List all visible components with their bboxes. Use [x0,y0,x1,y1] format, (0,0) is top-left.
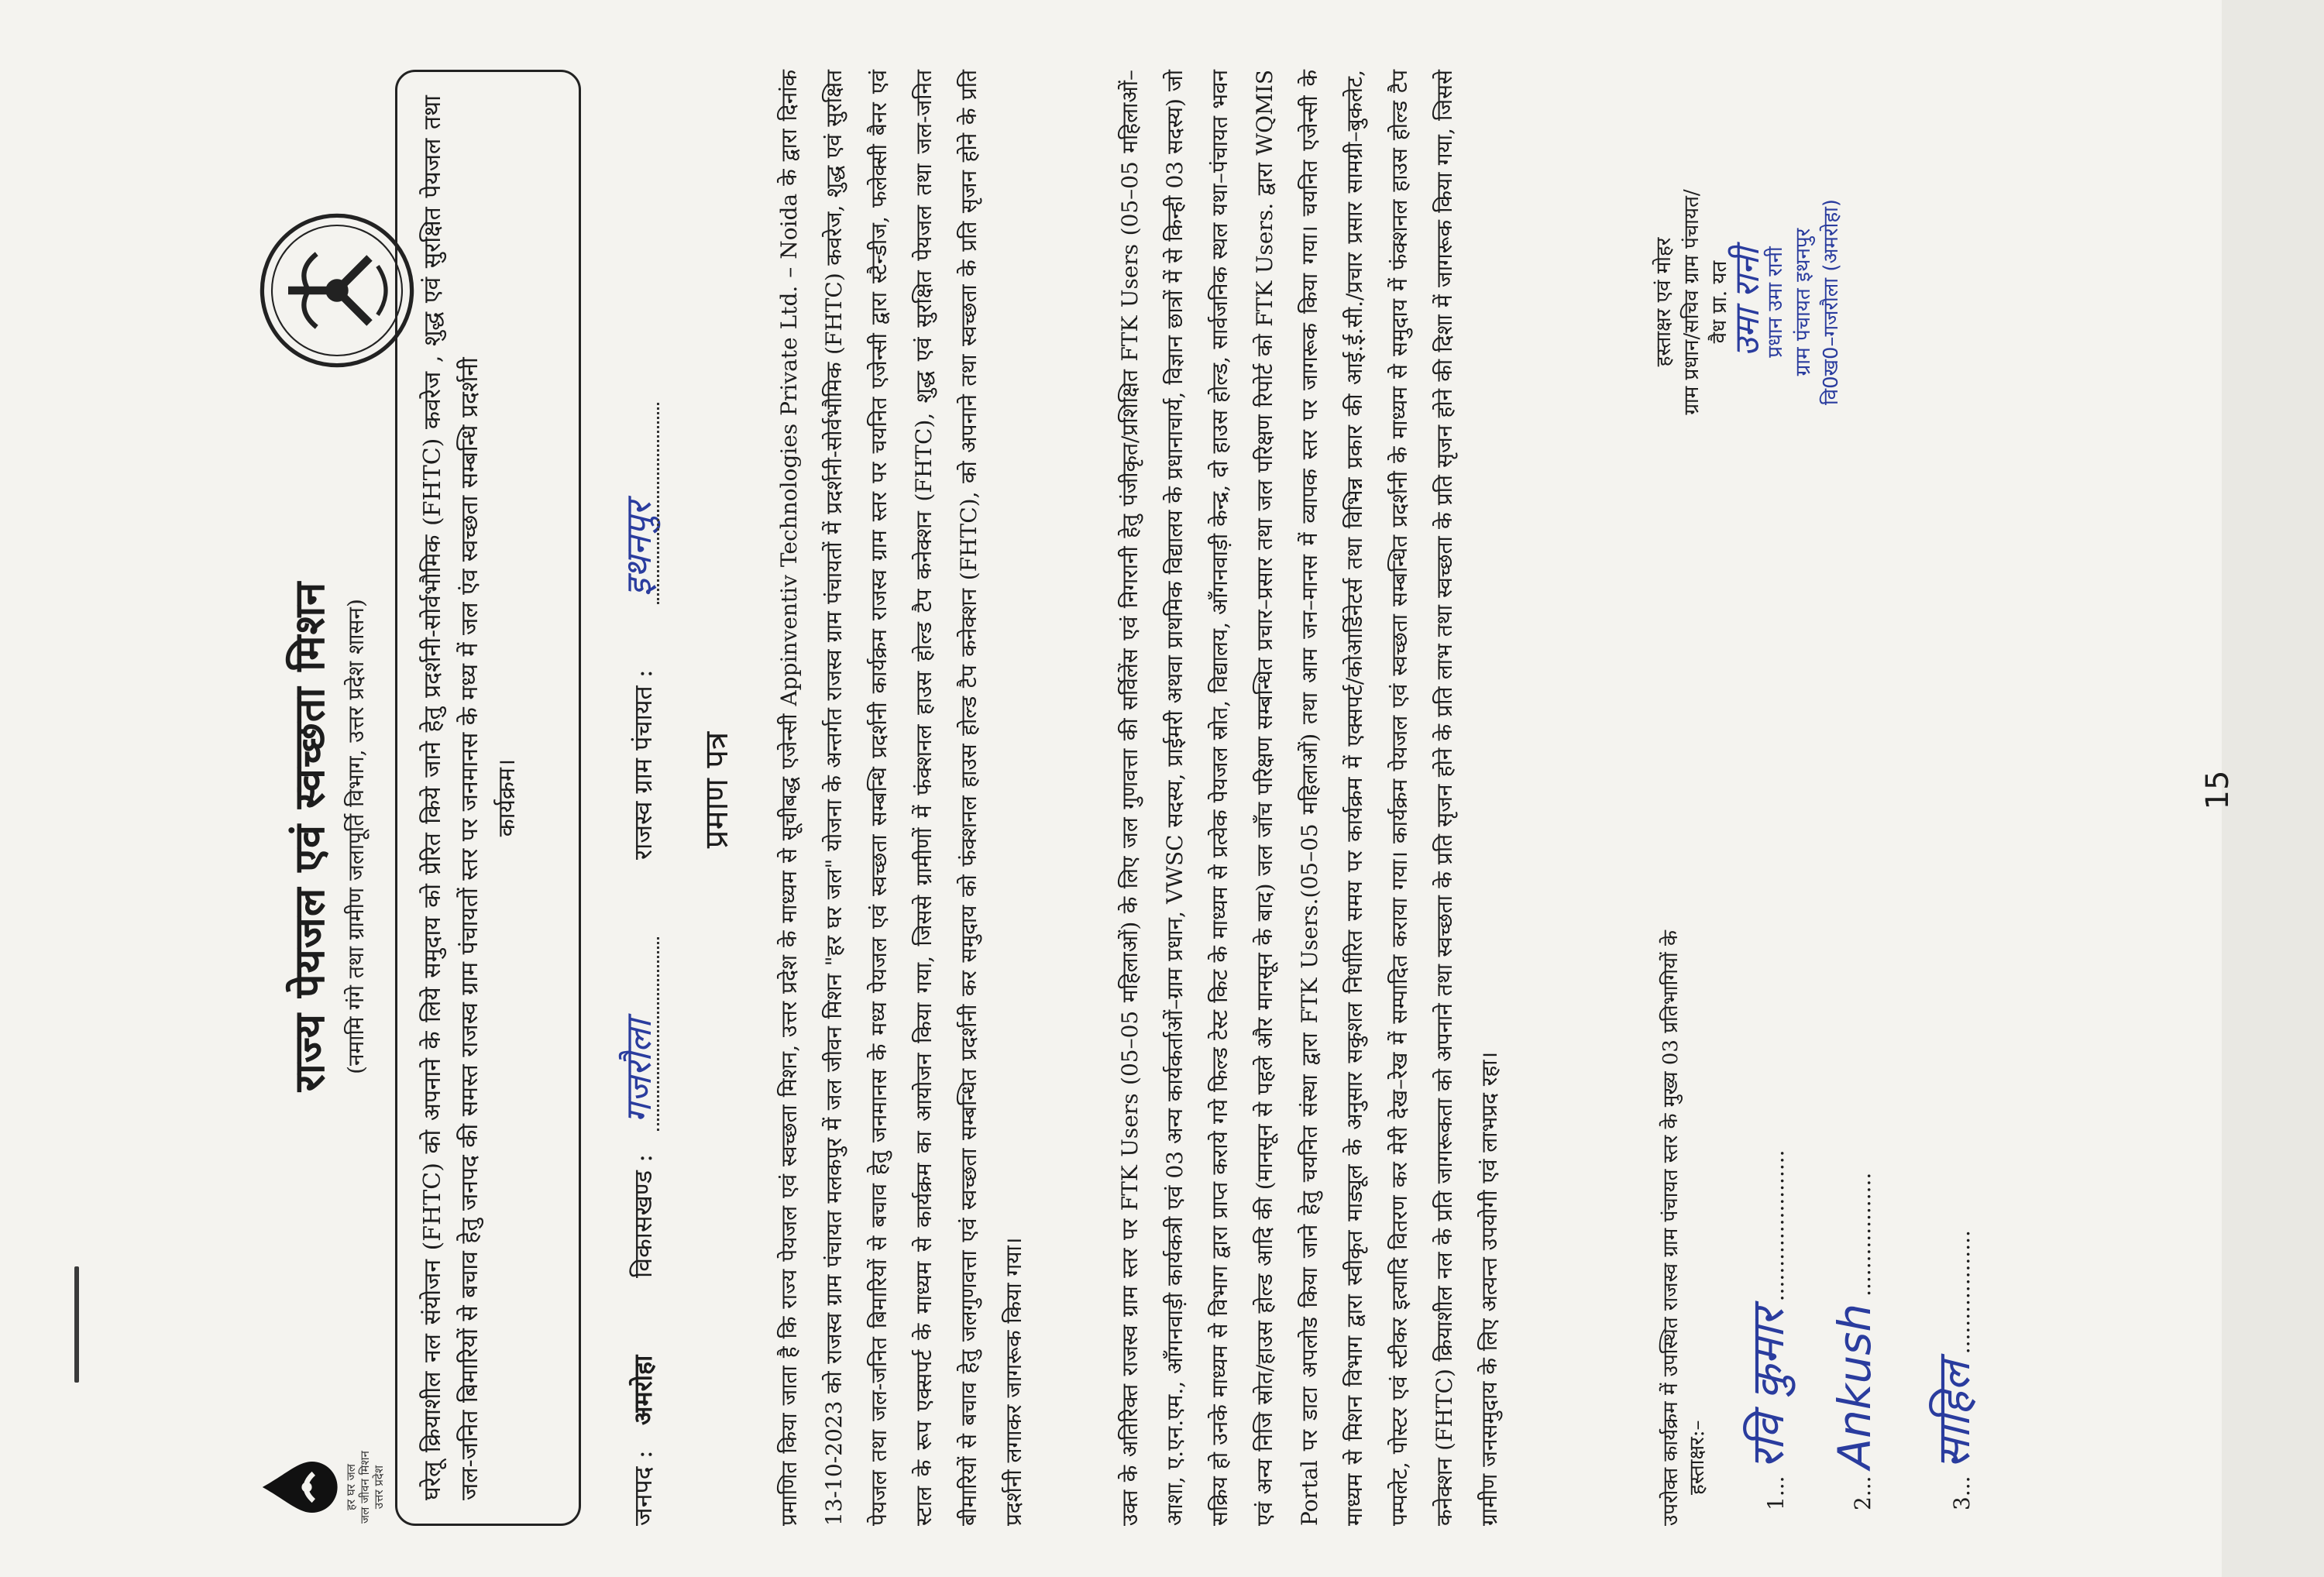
attendee-number: 3... [1949,1476,1975,1510]
attendee-number: 2... [1850,1476,1875,1510]
logo-caption: हर घर जल जल जीवन मिशन उत्तर प्रदेश [344,1451,386,1524]
signatory-label-3: वैध प्रा. यत [1708,260,1731,344]
attendee-3 [1921,1230,1982,1510]
signatory-stamp [1728,70,1845,534]
binder-mark [74,1266,79,1383]
attendee-2 [1828,1173,1881,1510]
district-value: अमरोहा [628,1355,658,1425]
attendee-1 [1735,1149,1796,1510]
paragraph-1: प्रमाणित किया जाता है कि राज्य पेयजल एवं स्वच्छता मिशन, उत्तर प्रदेश के माध्यम से सूचीबद्ध एजेन्सी Appinventiv Technologies Private Ltd. – Noida के द्वारा दिनांक 13-10-2023 को राजस्व ग्राम पंचायत मलकपुर में जल जीवन मिशन "हर घर जल" योजना के अन्तर्गत राजस्व ग्राम पंचायतों में प्रदर्शनी-सोर्वभौमिक (FHTC) कवरेज, शुद्ध एवं सुरक्षित पेयजल तथा जल-जनित बिमारियों से बचाव हेतु जनमानस के मध्य पेयजल एवं स्वच्छता सम्बन्धि प्रदर्शनी कार्यक्रम राजस्व ग्राम स्तर पर चयनित एजेन्सी द्वारा स्टैन्डीज, फलेक्सी बैनर एवं स्टाल के रूप एक्सपर्ट के माध्यम से कार्यक्रम का आयोजन किया गया, जिससे ग्रामीणों में फंक्शनल हाउस होल्ड टैप कनेक्शन (FHTC), शुद्ध एवं सुरक्षित पेयजल तथा जल-जनित बीमारियों से बचाव हेतु जलगुणवत्ता एवं स्वच्छता सम्बन्धित प्रदर्शनी कर समुदाय को फंक्शनल हाउस होल्ड टैप कनेक्शन (FHTC), को अपनाने तथा स्वच्छता के प्रति सृजन होने के प्रति प्रदर्शनी लगाकर जागरूक किया गया। [776,70,1026,1526]
district-label: जनपद : [628,1450,658,1526]
attendees-sign-label: हस्ताक्षर:– [1686,1420,1709,1495]
paragraph-2: उक्त के अतिरिक्त राजस्व ग्राम स्तर पर FTK Users (05–05 महिलाओं) के लिए जल गुणवत्ता की सर्विलेंस एवं निगरानी हेतु पंजीकृत/प्रशिक्षित FTK Users (05–05 महिलाओं–आशा, ए.एन.एम., आँगनवाड़ी कार्यकत्री एवं 03 अन्य कार्यकर्ताओं–ग्राम प्रधान, VWSC सदस्य, प्राईमरी अथवा प्राथमिक विद्यालय के प्रधानाचार्य, विज्ञान छात्रों में से किन्ही 03 सदस्य) जो सक्रिय हो उनके माध्यम से विभाग द्वारा प्राप्त कराये गये फिल्ड टेस्ट किट के माध्यम से प्रत्येक पेयजल स्रोत, विद्यालय, आँगनवाड़ी केन्द्र, दो हाउस होल्ड, सार्वजनिक स्थल यथा–पंचायत भवन एवं अन्य निजि स्रोत/हाउस होल्ड आदि की (मानसून से पहले और मानसून के बाद) जल जाँच परिक्षण सम्बन्धित प्रचार–प्रसार तथा जल परिक्षण रिपोर्ट को FTK Users. द्वारा WQMIS Portal पर डाटा अपलोड किया जाने हेतु चयनित संस्था द्वारा FTK Users.(05–05 महिलाओं) तथा आम जन–मानस में व्यापक स्तर पर जागरूक किया गया। चयनित एजेन्सी के माध्यम से मिशन विभाग द्वारा स्वीकृत माड्यूल के अनुसार सकुशल निर्धारित समय पर कार्यक्रम में एक्सपर्ट/कोआर्डिनेटर्स तथा विभिन्न प्रकार की आई.ई.सी./प्रचार प्रसार सामग्री–बुकलेट, पम्पलेट, पोस्टर एवं स्टीकर इत्यादि वितरण कर मेरी देख–रेख में सम्पादित कराया गया। कार्यक्रम पेयजल एवं स्वच्छता सम्बन्धित प्रदर्शनी के माध्यम से समुदाय में फंक्शनल हाउस होल्ड टैप कनेक्शन (FHTC) क्रियाशील नल के प्रति जागरूकता को अपनाने तथा स्वच्छता के प्रति सृजन होने के प्रति लाभ तथा स्वच्छता के प्रति सृजन होने की दिशा में जागरूक किया गया, जिससे ग्रामीण जनसमुदाय के लिए अत्यन्त उपयोगी एवं लाभप्रद रहा। [1117,70,1502,1526]
location-row [612,70,666,1526]
stamp-line-1: प्रधान उमा रानी [1764,246,1787,358]
signatory-label-2: ग्राम प्रधान/सचिव ग्राम पंचायत/ [1680,189,1703,415]
rotated-document [194,39,2324,1541]
drop-icon [256,1445,341,1530]
gp-dotline [657,403,659,604]
gram-panchayat-label: राजस्व ग्राम पंचायत : [628,669,658,860]
stamp-line-2: ग्राम पंचायत इथनपुर [1792,228,1815,376]
stamp-line-3: वि0ख0–गजरौला (अमरोहा) [1820,198,1843,406]
emblem-icon [256,209,418,372]
attendee-signature: Ankush [1828,1303,1881,1469]
state-emblem [256,209,418,372]
attendees-block [1658,829,1710,1526]
har-ghar-jal-logo [256,1433,386,1541]
subject-text: घरेलू क्रियाशील नल संयोजन (FHTC) को अपनाने के लिये समुदाय को प्रेरित किये जाने हेतु प्रदर्शनी-सोर्वभौमिक (FHTC) कवरेज , शुद्ध एवं सुरक्षित पेयजल तथा जल-जनित बिमारियों से बचाव हेतु जनपद की समस्त राजस्व ग्राम पंचायतों स्तर पर जनमानस के मध्य में जल एंव स्वच्छता सम्बन्धि प्रदर्शनी [419,95,483,1500]
attendee-number: 1... [1763,1476,1789,1510]
mission-title: राज्य पेयजल एवं स्वच्छता मिशन [284,581,334,1092]
dots: .................. [1850,1172,1875,1297]
mission-subtitle: (नमामि गंगे तथा ग्रामीण जलापूर्ति विभाग, उत्तर प्रदेश शासन) [343,599,369,1074]
block-label: विकासखण्ड : [628,1153,658,1278]
attendee-signature: रवि कुमार [1741,1308,1794,1469]
signatory-label-1: हस्ताक्षर एवं मोहर [1652,237,1676,367]
dots: .................. [1949,1230,1975,1355]
subject-box [395,70,581,1526]
attendee-signature: साहिल [1927,1361,1980,1469]
signatory-signature: उमा रानी [1728,247,1767,357]
certificate-heading: प्रमाण पत्र [697,731,735,849]
block-value: गजरौला [617,1019,659,1123]
gram-panchayat-value: इथनपुर [617,501,659,596]
subject-last-line: कार्यक्रम। [493,758,521,837]
block-dotline [657,937,659,1131]
page-number: 15 [2200,770,2236,810]
dots: ...................... [1763,1149,1789,1302]
attendees-intro: उपरोक्त कार्यक्रम में उपस्थित राजस्व ग्राम पंचायत स्तर के मुख्य 03 प्रतिभागियों के [1659,929,1683,1526]
signatory-block [1650,70,1845,534]
